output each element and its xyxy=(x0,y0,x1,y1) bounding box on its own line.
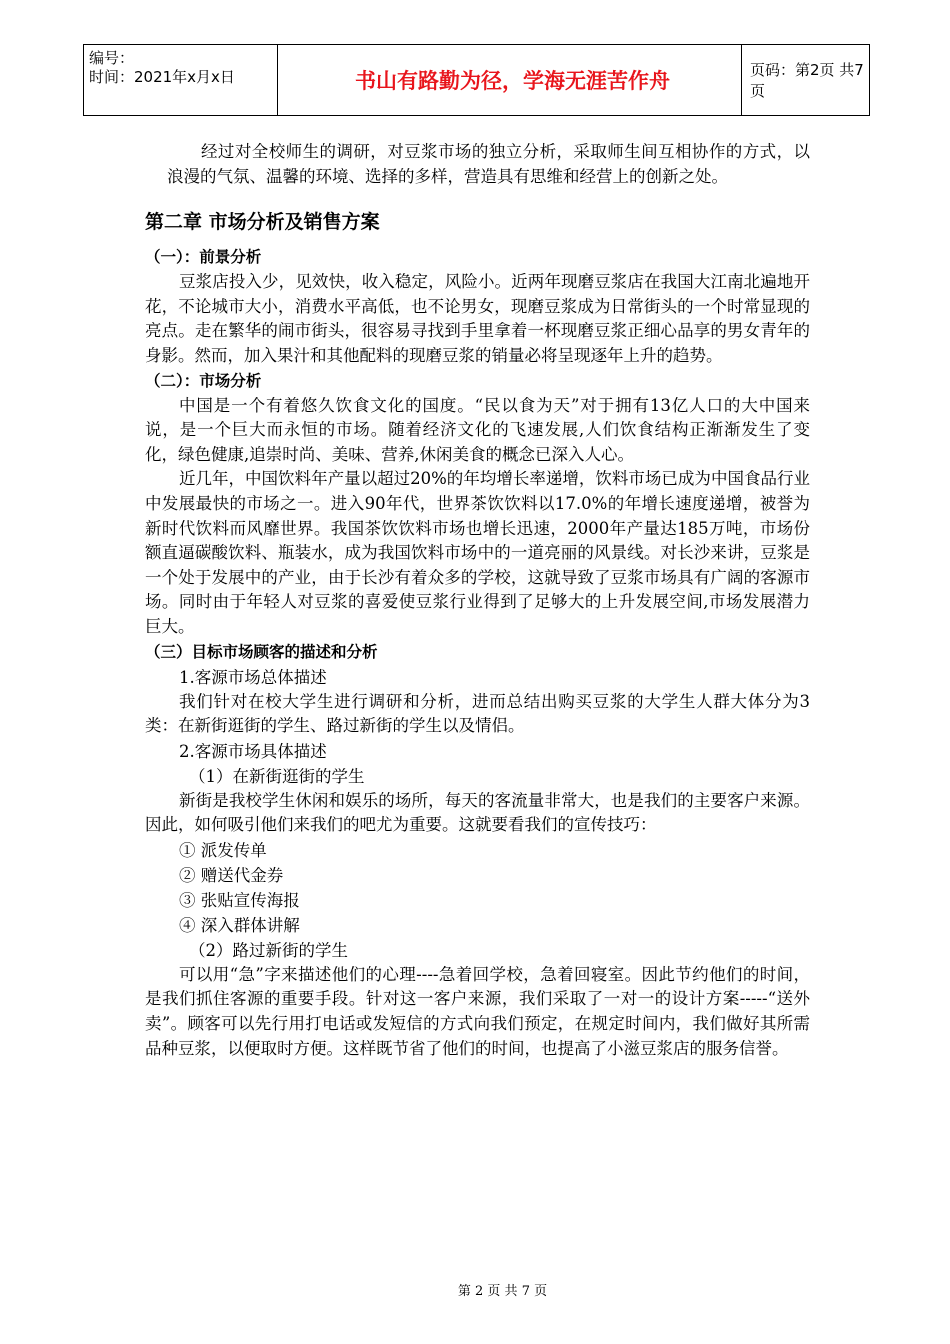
section-3-item-2: 2.客源市场具体描述 xyxy=(179,741,327,761)
section-1-title: （一）：前景分析 xyxy=(145,248,262,267)
section-2-title: （二）：市场分析 xyxy=(145,371,262,390)
document-body xyxy=(145,140,810,1061)
header-motto: 书山有路勤为径，学海无涯苦作舟 xyxy=(278,45,742,115)
header-page-info: 页码：第2页 共7页 xyxy=(750,61,864,100)
header-number-label: 编号： xyxy=(89,49,135,67)
section-3-sub-1: （1）在新街逛街的学生 xyxy=(189,766,365,786)
section-3-paragraph-2: 新街是我校学生休闲和娱乐的场所，每天的客流量非常大，也是我们的主要客户来源。因此，如何吸引他们来我们的吧尤为重要。这就要看我们的宣传技巧： xyxy=(145,790,810,835)
section-3-sub-2: （2）路过新街的学生 xyxy=(189,940,348,960)
section-3-title: （三）目标市场顾客的描述和分析 xyxy=(145,642,378,661)
list-item: ② 赠送代金券 xyxy=(179,865,284,885)
section-3-paragraph-3: 可以用“急”字来描述他们的心理----急着回学校，急着回寝室。因此节约他们的时间，是我们抓住客源的重要手段。针对这一客户来源，我们采取了一对一的设计方案-----“送外卖”。顾客可以先行用打电话或发短信的方式向我们预定，在规定时间内，我们做好其所需品种豆浆，以便取时方便。这样既节省了他们的时间，也提高了小滋豆浆店的服务信誉。 xyxy=(145,964,810,1058)
section-2-paragraph-2: 近几年，中国饮料年产量以超过20%的年均增长率递增，饮料市场已成为中国食品行业中发展最快的市场之一。进入90年代，世界茶饮饮料以17.0%的年增长速度递增，被誉为新时代饮料而风靡世界。我国茶饮饮料市场也增长迅速，2000年产量达185万吨，市场份额直逼碳酸饮料、瓶装水，成为我国饮料市场中的一道亮丽的风景线。对长沙来讲，豆浆是一个处于发展中的产业，由于长沙有着众多的学校，这就导致了豆浆市场具有广阔的客源市场。同时由于年轻人对豆浆的喜爱使豆浆行业得到了足够大的上升发展空间,市场发展潜力巨大。 xyxy=(145,469,810,636)
intro-paragraph: 经过对全校师生的调研，对豆浆市场的独立分析，采取师生间互相协作的方式，以浪漫的气氛、温馨的环境、选择的多样，营造具有思维和经营上的创新之处。 xyxy=(167,142,810,186)
header-time-label: 时间：2021年x月x日 xyxy=(89,68,235,86)
header-meta xyxy=(84,45,278,115)
page-footer: 第 2 页 共 7 页 xyxy=(457,1284,548,1299)
section-3-item-1: 1.客源市场总体描述 xyxy=(179,667,327,687)
list-item: ③ 张贴宣传海报 xyxy=(179,890,300,910)
list-item: ④ 深入群体讲解 xyxy=(179,915,300,935)
section-3-paragraph-1: 我们针对在校大学生进行调研和分析，进而总结出购买豆浆的大学生人群大体分为3类：在新街逛街的学生、路过新街的学生以及情侣。 xyxy=(145,691,810,736)
section-1-paragraph: 豆浆店投入少，见效快，收入稳定，风险小。近两年现磨豆浆店在我国大江南北遍地开花，不论城市大小，消费水平高低，也不论男女，现磨豆浆成为日常街头的一个时常显现的亮点。走在繁华的闹市街头，很容易寻找到手里拿着一杯现磨豆浆正细心品享的男女青年的身影。然而，加入果汁和其他配料的现磨豆浆的销量必将呈现逐年上升的趋势。 xyxy=(145,272,810,365)
list-item: ① 派发传单 xyxy=(179,840,267,860)
chapter-title: 第二章 市场分析及销售方案 xyxy=(145,211,380,234)
page-header xyxy=(83,44,870,116)
section-2-paragraph-1: 中国是一个有着悠久饮食文化的国度。“民以食为天”对于拥有13亿人口的大中国来说，是一个巨大而永恒的市场。随着经济文化的飞速发展,人们饮食结构正渐渐发生了变化，绿色健康,追崇时尚、美味、营养,休闲美食的概念已深入人心。 xyxy=(145,395,810,464)
